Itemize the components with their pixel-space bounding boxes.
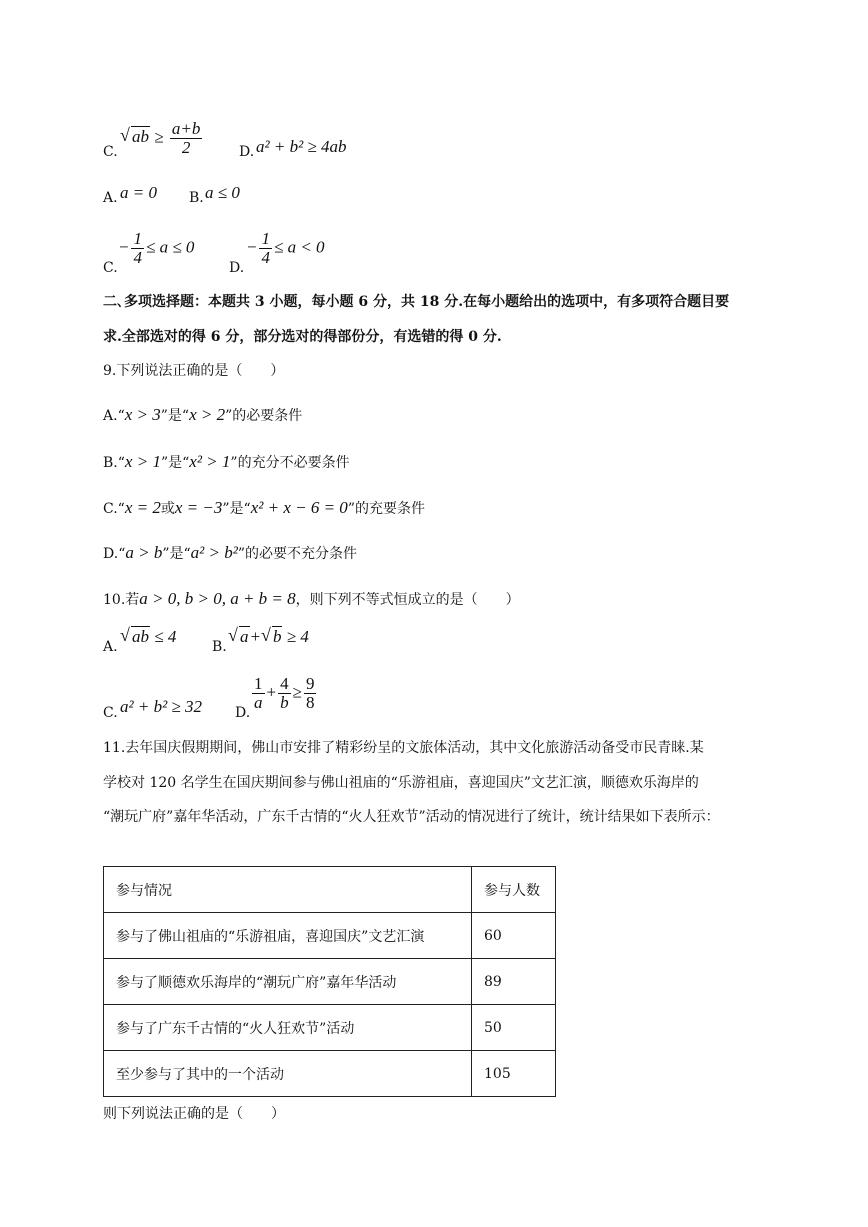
table-cell: 60 [472, 913, 556, 959]
q10-a-radicand: ab [132, 627, 149, 646]
q9-d-label: D. [103, 546, 119, 562]
q9-d-mid: ”是“ [162, 546, 191, 562]
q10-a-rest: ≤ 4 [154, 627, 177, 646]
q10-d-plus: + [266, 682, 277, 702]
section-heading-line1: 二､多项选择题：本题共 3 小题，每小题 6 分，共 18 分.在每小题给出的选项中，有多项符合题目要 [103, 294, 730, 310]
table-cell: 参与了佛山祖庙的“乐游祖庙，喜迎国庆”文艺汇演 [104, 913, 472, 959]
q9-option-c [103, 498, 425, 519]
option-d2-math [246, 230, 325, 267]
option-d-math: a² + b² ≥ 4ab [256, 137, 347, 156]
q9-c-end: ”的充要条件 [347, 501, 425, 517]
section-heading-line2: 求.全部选对的得 6 分，部分选对的得部份分，有选错的得 0 分. [103, 329, 502, 345]
option-c-math [120, 120, 204, 157]
q10-b-rest: ≥ 4 [286, 627, 309, 646]
q9-a-mid: ”是“ [160, 408, 190, 424]
q9-c-m2: x² + x − 6 = 0 [250, 498, 348, 517]
option-d-label: D. [239, 144, 255, 160]
option-b-math: a ≤ 0 [205, 183, 240, 202]
option-c2-math [118, 230, 194, 267]
q10-option-c-label: C. [103, 705, 118, 721]
option-d2-den: 4 [261, 248, 270, 267]
q9-c-q1: “ [117, 501, 125, 517]
q9-c-or: 或 [160, 501, 175, 517]
q10-b-rad2: b [272, 627, 282, 646]
q9-b-m2: x² > 1 [189, 452, 231, 471]
q9-c-m1: x = 2 [124, 498, 161, 517]
q10-option-c-math: a² + b² ≥ 32 [120, 697, 202, 716]
option-c2-rest: ≤ a ≤ 0 [145, 237, 195, 257]
q10-pre: 10.若 [103, 592, 140, 608]
option-a-math: a = 0 [120, 183, 157, 202]
q9-option-a [103, 405, 302, 426]
q10-d-n3: 9 [305, 674, 315, 693]
q10-d-geq: ≥ [292, 682, 302, 702]
q10-d-n1: 1 [254, 674, 263, 693]
option-c2-num: 1 [133, 229, 142, 248]
q9-a-m1: x > 3 [124, 405, 161, 424]
q9-b-end: ”的充分不必要条件 [230, 455, 350, 471]
q11-line3: “潮玩广府”嘉年华活动，广东千古情的“火人狂欢节”活动的情况进行了统计，统计结果如下表所示： [103, 809, 720, 825]
q10-b-rad1: a [240, 627, 249, 646]
option-b-label: B. [189, 190, 204, 206]
q9-a-m2: x > 2 [189, 405, 226, 424]
q9-b-mid: ”是“ [160, 455, 190, 471]
q9-b-label: B. [103, 455, 118, 471]
table-cell: 105 [472, 1051, 556, 1097]
q10-option-b-label: B. [212, 639, 227, 655]
option-c2-neg: − [118, 237, 130, 257]
q10-post: ，则下列不等式恒成立的是（ ） [295, 592, 520, 608]
option-c-label: C. [103, 144, 118, 160]
option-c-numerator: a+b [171, 119, 201, 138]
option-c-denominator: 2 [181, 138, 191, 157]
table-row [104, 1051, 556, 1097]
q10-d-d2: b [280, 693, 289, 712]
q11-line1: 11.去年国庆假期期间，佛山市安排了精彩纷呈的文旅体活动，其中文化旅游活动备受市民青睐.某 [103, 740, 704, 756]
q9-b-m1: x > 1 [124, 452, 161, 471]
q9-a-label: A. [103, 408, 118, 424]
q9-d-q1: “ [118, 546, 126, 562]
table-cell: 89 [472, 959, 556, 1005]
option-d2-num: 1 [261, 229, 270, 248]
q10-d-n2: 4 [280, 674, 289, 693]
q9-c-label: C. [103, 501, 118, 517]
q9-option-d [103, 543, 357, 564]
q9-option-b [103, 452, 350, 473]
table-row [104, 1005, 556, 1051]
option-d2-neg: − [246, 237, 258, 257]
q9-c-m1b: x = −3 [174, 498, 223, 517]
q10-option-a-math [120, 627, 176, 647]
table-cell: 参与了顺德欢乐海岸的“潮玩广府”嘉年华活动 [104, 959, 472, 1005]
table-cell: 至少参与了其中的一个活动 [104, 1051, 472, 1097]
q10-b-plus: + [249, 627, 261, 646]
q9-b-q1: “ [117, 455, 125, 471]
q10-d-d3: 8 [305, 693, 315, 712]
option-d2-rest: ≤ a < 0 [273, 237, 325, 257]
q10-d-d1: a [254, 693, 263, 712]
option-a-label: A. [103, 190, 118, 206]
q9-a-end: ”的必要条件 [225, 408, 303, 424]
table-header-cell: 参与人数 [472, 867, 556, 913]
q9-d-m2: a² > b² [190, 543, 238, 562]
q9-d-end: ”的必要不充分条件 [237, 546, 358, 562]
q9-c-mid: ”是“ [222, 501, 251, 517]
q9-d-m1: a > b [125, 543, 163, 562]
q10-stem [103, 589, 520, 610]
q10-option-a-label: A. [103, 639, 118, 655]
q10-option-d-math [250, 675, 318, 712]
q9-stem: 9.下列说法正确的是（ ） [103, 363, 285, 379]
option-d2-label: D. [229, 260, 245, 276]
option-c-radicand: ab [132, 127, 149, 147]
q10-option-b-math [228, 627, 309, 647]
table-header-cell: 参与情况 [104, 867, 472, 913]
option-c2-label: C. [103, 260, 118, 276]
q9-a-q1: “ [117, 408, 125, 424]
option-c-geq: ≥ [154, 127, 164, 147]
q11-line2: 学校对 120 名学生在国庆期间参与佛山祖庙的“乐游祖庙，喜迎国庆”文艺汇演，顺德欢乐海岸的 [103, 775, 699, 791]
q10-cond: a > 0, b > 0, a + b = 8 [139, 589, 296, 608]
q10-option-d-label: D. [235, 705, 251, 721]
participation-table [103, 866, 556, 1097]
q11-followup: 则下列说法正确的是（ ） [103, 1106, 285, 1122]
table-header-row [104, 867, 556, 913]
table-cell: 50 [472, 1005, 556, 1051]
table-cell: 参与了广东千古情的“火人狂欢节”活动 [104, 1005, 472, 1051]
option-c2-den: 4 [133, 248, 142, 267]
table-row [104, 959, 556, 1005]
table-row [104, 913, 556, 959]
